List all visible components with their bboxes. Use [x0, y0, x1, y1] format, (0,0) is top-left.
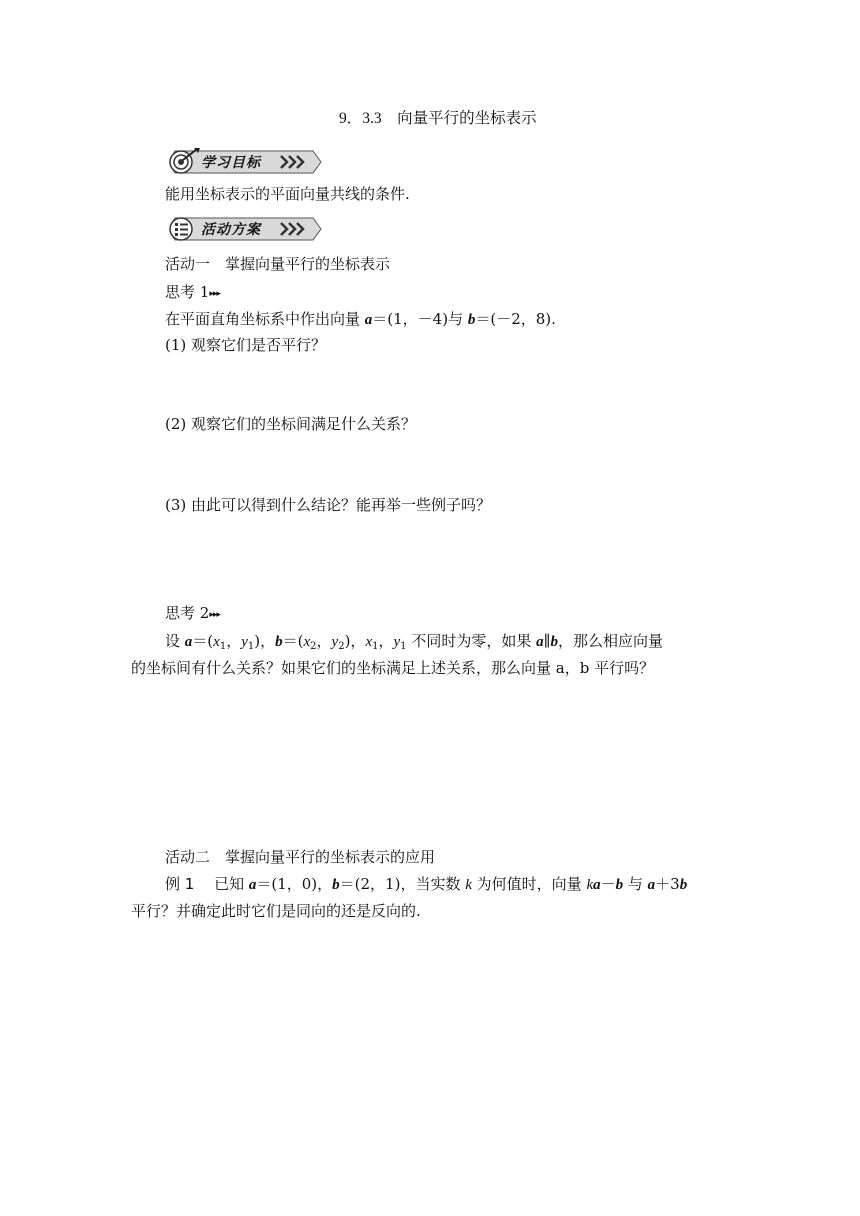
example1-line-2: 平行？并确定此时它们是同向的还是反向的.	[131, 902, 421, 920]
think2-line-1: 设 $a=(x_1$，$y_1$)，$b=(x_2$，$y_2$)，$x_1$，$y_1$ 不同时为零，如果 a∥b，那么相应向量	[165, 632, 664, 652]
think2-label	[165, 603, 220, 625]
triple-arrow-icon: ▸▸▸	[209, 289, 220, 299]
activity-plan-label: 活动方案	[201, 222, 261, 238]
example1-line-1: 例 1 已知 a＝(1，0)，b＝(2，1)，当实数 k 为何值时，向量 ka－b 与 a＋3b	[165, 875, 688, 893]
vector-b: b	[467, 312, 476, 328]
think1-intro	[165, 309, 556, 330]
page-title: 9．3.3 向量平行的坐标表示	[339, 110, 537, 127]
example1-label: 例 1	[165, 875, 195, 893]
activity-plan-banner	[163, 214, 323, 244]
think1-intro-a: ＝(1，－4)与	[372, 310, 468, 328]
think2-label-text: 思考 2	[165, 604, 210, 622]
think1-intro-b: ＝(－2，8).	[475, 310, 556, 328]
think2-line-2: 的坐标间有什么关系？如果它们的坐标满足上述关系，那么向量 a，b 平行吗？	[131, 659, 655, 677]
think2-line1-prefix: 设	[165, 632, 185, 650]
learning-goal-banner	[163, 147, 323, 177]
think1-intro-prefix: 在平面直角坐标系中作出向量	[165, 310, 365, 328]
think1-question-2: (2) 观察它们的坐标间满足什么关系？	[165, 415, 417, 433]
activity2-heading: 活动二 掌握向量平行的坐标表示的应用	[165, 848, 436, 866]
think1-question-1: (1) 观察它们是否平行？	[165, 336, 327, 354]
activity1-heading: 活动一 掌握向量平行的坐标表示	[165, 255, 391, 273]
goal-text: 能用坐标表示的平面向量共线的条件.	[165, 185, 410, 203]
think1-question-3: (3) 由此可以得到什么结论？能再举一些例子吗？	[165, 496, 492, 514]
think1-label-text: 思考 1	[165, 283, 210, 301]
vector-a: a	[364, 312, 373, 328]
triple-arrow-icon: ▸▸▸	[209, 610, 220, 620]
learning-goal-label: 学习目标	[201, 155, 261, 171]
think2-line1-suffix: ，那么相应向量	[558, 632, 664, 650]
think1-label	[165, 282, 220, 304]
